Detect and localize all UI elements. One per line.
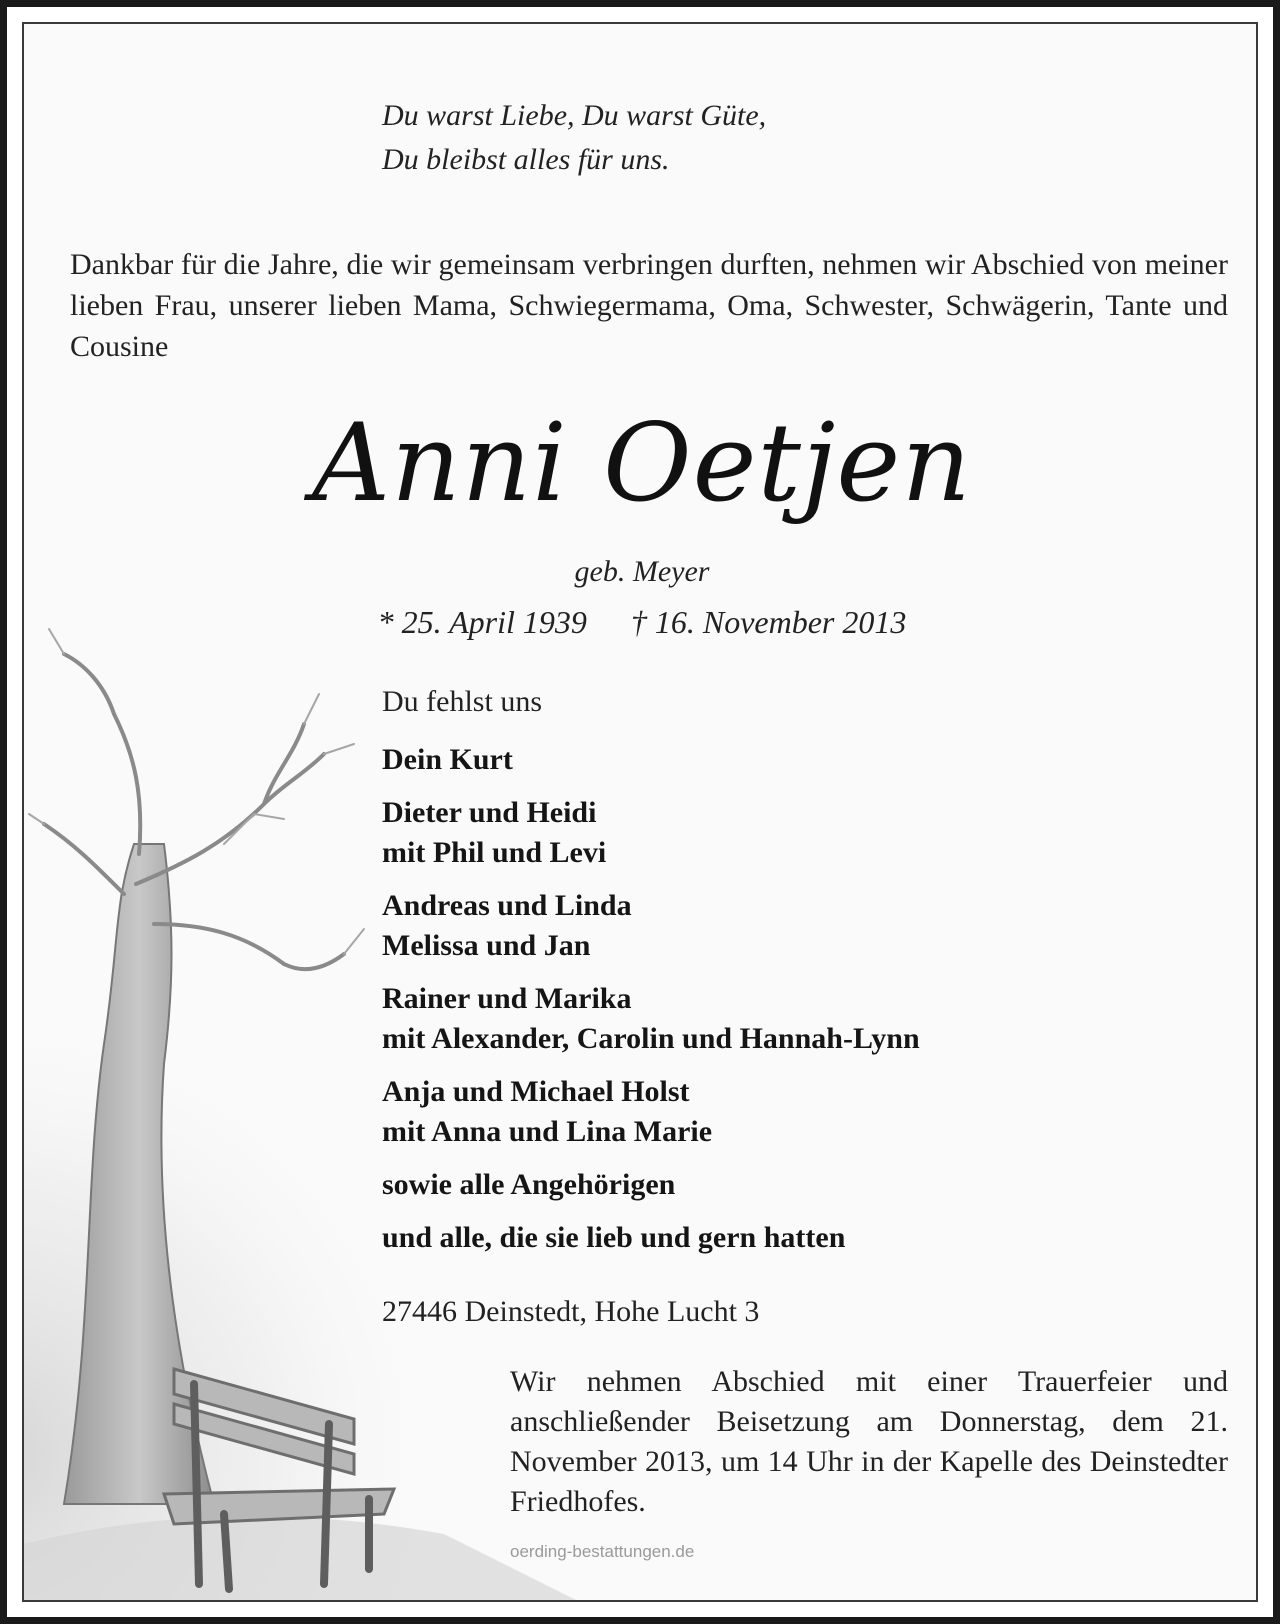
mourner-line: Andreas und Linda [382, 889, 632, 922]
mourner-group [382, 1165, 920, 1205]
mourner-line: mit Phil und Levi [382, 836, 607, 869]
poem-line: Du warst Liebe, Du warst Güte, [382, 99, 767, 132]
credit-text: oerding-bestattungen.de [510, 1542, 695, 1561]
intro-text: Dankbar für die Jahre, die wir gemeinsam verbringen durften, nehmen wir Abschied von meiner lieben Frau, unserer lieben Mama, Schwiegermama, Oma, Schwester, Schwägerin, Tante und Cousine [70, 248, 1228, 363]
mourner-group [382, 740, 920, 780]
mourner-group [382, 1072, 920, 1152]
mourner-line: Rainer und Marika [382, 982, 632, 1015]
poem-line: Du bleibst alles für uns. [382, 143, 670, 176]
mourners-list [382, 740, 920, 1271]
mourner-line: Anja und Michael Holst [382, 1075, 690, 1108]
mourner-line: mit Alexander, Carolin und Hannah-Lynn [382, 1022, 920, 1055]
life-dates [24, 602, 1258, 642]
mourner-group [382, 793, 920, 873]
mourner-line: Melissa und Jan [382, 929, 591, 962]
mourner-group [382, 979, 920, 1059]
service-text: Wir nehmen Abschied mit einer Trauerfeier und anschließender Beisetzung am Donnerstag, dem 21. November 2013, um 14 Uhr in der Kapelle des Deinstedter Friedhofes. [510, 1365, 1228, 1518]
mourner-line: mit Anna und Lina Marie [382, 1115, 713, 1148]
missing-text: Du fehlst uns [382, 685, 542, 718]
mourner-line: und alle, die sie lieb und gern hatten [382, 1221, 846, 1254]
mourner-group [382, 1218, 920, 1258]
mourner-group [382, 886, 920, 966]
mourner-line: Dein Kurt [382, 743, 513, 776]
notice-inner-frame [22, 22, 1258, 1602]
mourner-line: sowie alle Angehörigen [382, 1168, 676, 1201]
death-date: † 16. November 2013 [630, 604, 907, 640]
maiden-name: geb. Meyer [574, 555, 710, 588]
address: 27446 Deinstedt, Hohe Lucht 3 [382, 1295, 760, 1328]
birth-date: * 25. April 1939 [377, 604, 587, 640]
deceased-name: Anni Oetjen [312, 401, 972, 526]
mourner-line: Dieter und Heidi [382, 796, 597, 829]
poem [382, 94, 766, 182]
